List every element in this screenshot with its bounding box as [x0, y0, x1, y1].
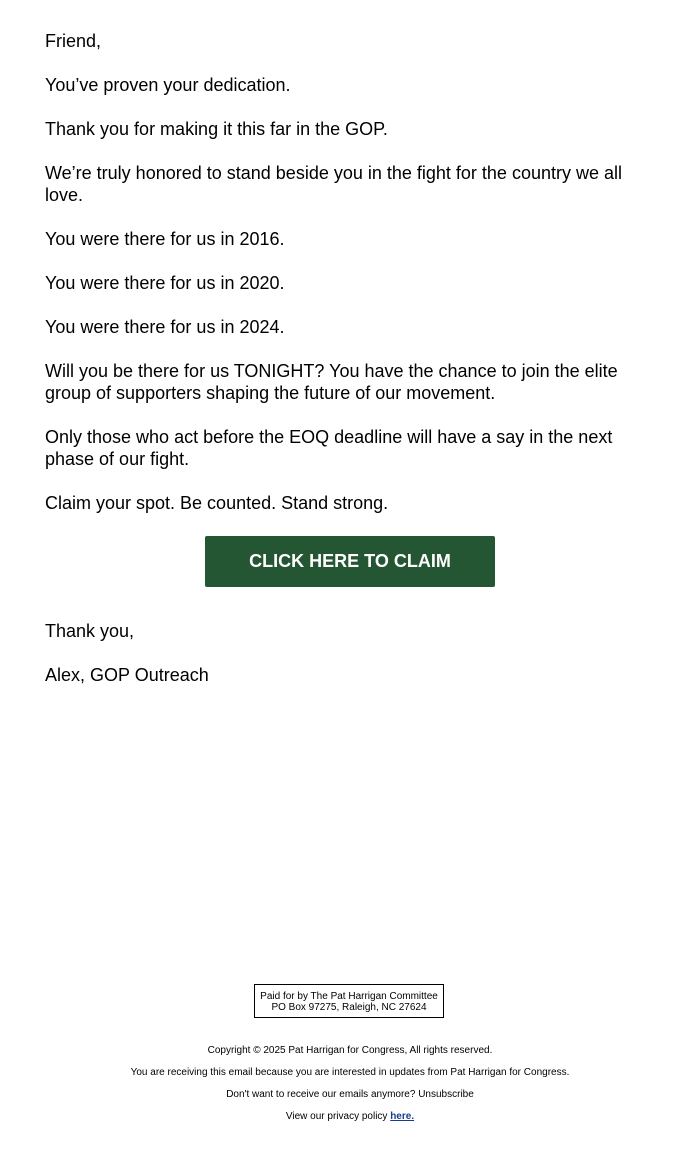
- signature: Alex, GOP Outreach: [45, 665, 209, 685]
- claim-button[interactable]: CLICK HERE TO CLAIM: [205, 536, 495, 587]
- copyright-text: Copyright © 2025 Pat Harrigan for Congress, All rights reserved.: [207, 1045, 493, 1056]
- body-paragraph: You’ve proven your dedication.: [45, 75, 291, 95]
- unsubscribe-line: [0, 1089, 700, 1101]
- body-paragraph: We’re truly honored to stand beside you in the fight for the country we all love.: [45, 163, 622, 205]
- body-paragraph: Claim your spot. Be counted. Stand strong.: [45, 493, 389, 513]
- paid-for-address: PO Box 97275, Raleigh, NC 27624: [271, 1002, 427, 1013]
- body-paragraph: Will you be there for us TONIGHT? You have the chance to join the elite group of supporters shaping the future of our movement.: [45, 361, 618, 403]
- unsubscribe-prefix: Don't want to receive our emails anymore?: [226, 1089, 416, 1100]
- cta-container: [45, 536, 655, 587]
- privacy-policy-link[interactable]: here.: [390, 1111, 415, 1122]
- privacy-prefix: View our privacy policy: [285, 1111, 388, 1122]
- body-paragraph: You were there for us in 2020.: [45, 273, 285, 293]
- unsubscribe-link[interactable]: Unsubscribe: [418, 1089, 474, 1100]
- receiving-notice: You are receiving this email because you are interested in updates from Pat Harrigan for Congress.: [130, 1067, 570, 1078]
- body-paragraph: Thank you for making it this far in the GOP.: [45, 119, 388, 139]
- privacy-line: [0, 1111, 700, 1123]
- greeting: Friend,: [45, 31, 102, 51]
- body-paragraph: You were there for us in 2024.: [45, 317, 285, 337]
- closing-thanks: Thank you,: [45, 621, 135, 641]
- body-paragraph: Only those who act before the EOQ deadline will have a say in the next phase of our fight.: [45, 427, 613, 469]
- paid-for-box: [254, 984, 444, 1018]
- email-body: [45, 30, 645, 708]
- paid-for-line: Paid for by The Pat Harrigan Committee: [260, 991, 438, 1002]
- body-paragraph: You were there for us in 2016.: [45, 229, 285, 249]
